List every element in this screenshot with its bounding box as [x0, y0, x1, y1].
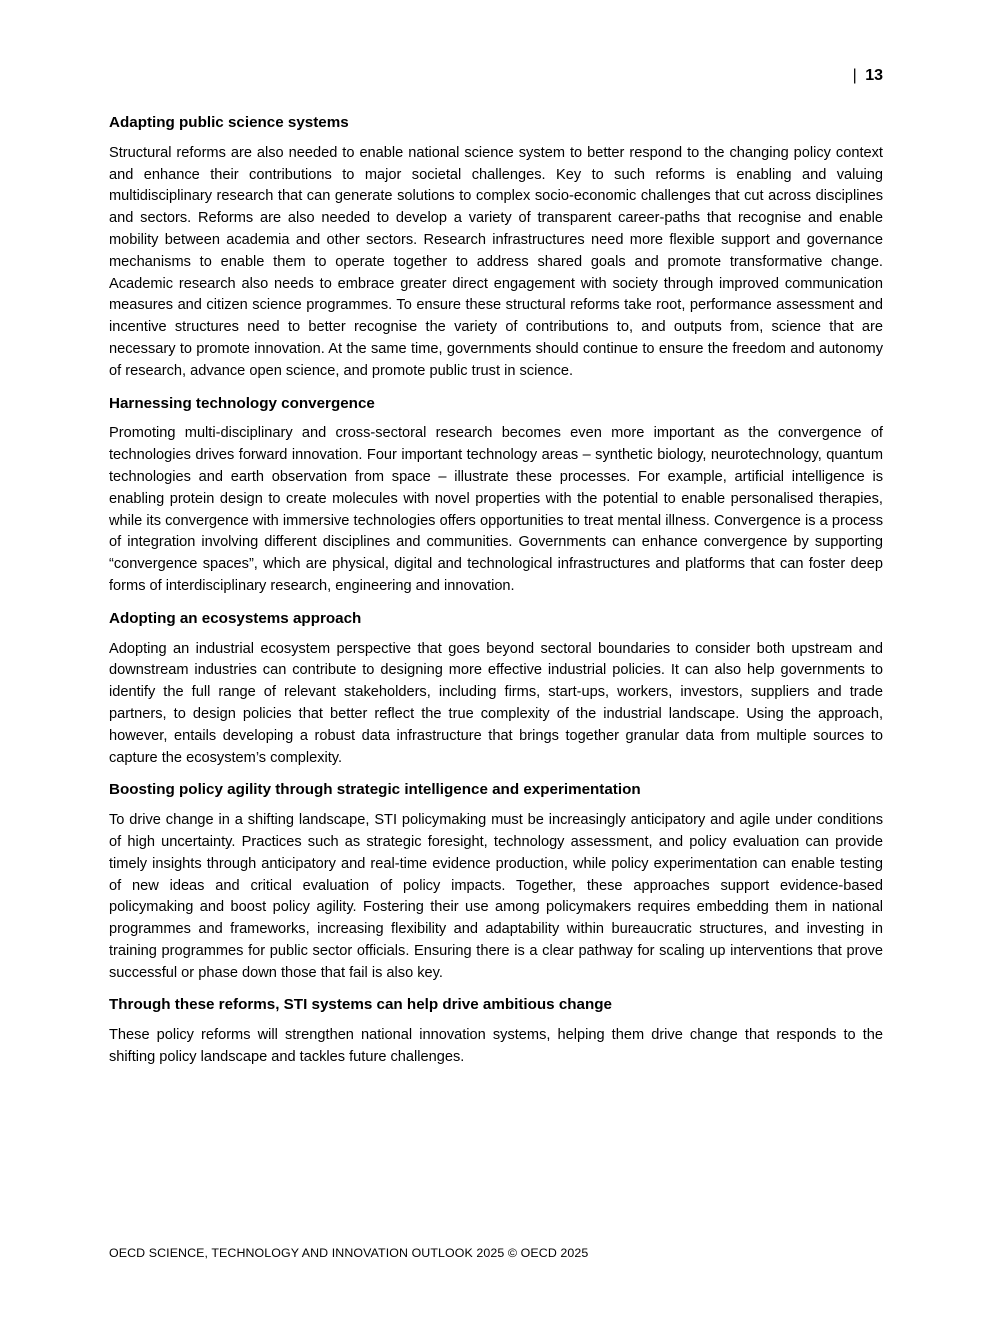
section-paragraph: Adopting an industrial ecosystem perspective that goes beyond sectoral boundaries to consider both upstream and downstream industries can contribute to designing more effective industrial policies. It can also help governments to identify the full range of relevant stakeholders, including firms, start-ups, workers, investors, suppliers and trade partners, to design policies that better reflect the true complexity of the industrial landscape. Using the approach, however, entails developing a robust data infrastructure that brings together granular data from multiple sources to capture the ecosystem’s complexity. — [109, 640, 883, 766]
section-adapting-public-science — [109, 112, 883, 383]
page-number-value: 13 — [865, 67, 883, 84]
section-heading: Boosting policy agility through strategic intelligence and experimentation — [109, 781, 641, 799]
section-ambitious-change — [109, 994, 883, 1068]
page-number-separator: | — [852, 67, 857, 84]
section-paragraph: Structural reforms are also needed to enable national science system to better respond to the changing policy context and enhance their contributions to major societal challenges. Key to such reforms is enabling and valuing multidisciplinary research that can generate solutions to complex socio-economic challenges that cut across disciplines and sectors. Reforms are also needed to develop a variety of transparent career-paths that recognise and enable mobility between academia and other sectors. Research infrastructures need more flexible support and governance mechanisms to enable them to operate together to address shared goals and promote transformative change. Academic research also needs to embrace greater direct engagement with society through improved communication measures and citizen science programmes. To ensure these structural reforms take root, performance assessment and incentive structures need to better recognise the variety of contributions to, and outputs from, science that are necessary to promote innovation. At the same time, governments should continue to ensure the freedom and autonomy of research, advance open science, and promote public trust in science. — [109, 144, 883, 379]
section-heading: Adopting an ecosystems approach — [109, 609, 362, 627]
section-technology-convergence — [109, 393, 883, 598]
section-heading: Through these reforms, STI systems can help drive ambitious change — [109, 996, 613, 1014]
document-body — [109, 112, 883, 1079]
page-number — [853, 66, 883, 86]
section-heading: Adapting public science systems — [109, 114, 349, 131]
section-ecosystems-approach — [109, 608, 883, 770]
page-footer: OECD SCIENCE, TECHNOLOGY AND INNOVATION OUTLOOK 2025 © OECD 2025 — [109, 1246, 589, 1260]
section-paragraph: Promoting multi-disciplinary and cross-sectoral research becomes even more important as the convergence of technologies drives forward innovation. Four important technology areas – synthetic biology, neurotechnology, quantum technologies and earth observation from space – illustrate these processes. For example, artificial intelligence is enabling protein design to create molecules with novel properties with the potential to enable personalised therapies, while its convergence with immersive technologies offers opportunities to treat mental illness. Convergence is a process of integration involving different disciplines and communities. Governments can enhance convergence by supporting “convergence spaces”, which are physical, digital and technological infrastructures and platforms that can foster deep forms of interdisciplinary research, engineering and innovation. — [109, 425, 883, 594]
section-paragraph: These policy reforms will strengthen national innovation systems, helping them drive change that responds to the shifting policy landscape and tackles future challenges. — [109, 1027, 883, 1066]
section-heading: Harnessing technology convergence — [109, 394, 375, 412]
section-paragraph: To drive change in a shifting landscape, STI policymaking must be increasingly anticipatory and agile under conditions of high uncertainty. Practices such as strategic foresight, technology assessment, and policy evaluation can provide timely insights through anticipatory and real-time evidence production, while policy experimentation can enable testing of new ideas and critical evaluation of policy impacts. Together, these approaches support evidence-based policymaking and boost policy agility. Fostering their use among policymakers requires embedding them in national programmes and frameworks, increasing flexibility and adaptability within bureaucratic structures, and investing in training programmes for public sector officials. Ensuring there is a clear pathway for scaling up interventions that prove successful or phase down those that fail is also key. — [109, 812, 883, 981]
section-policy-agility — [109, 779, 883, 984]
